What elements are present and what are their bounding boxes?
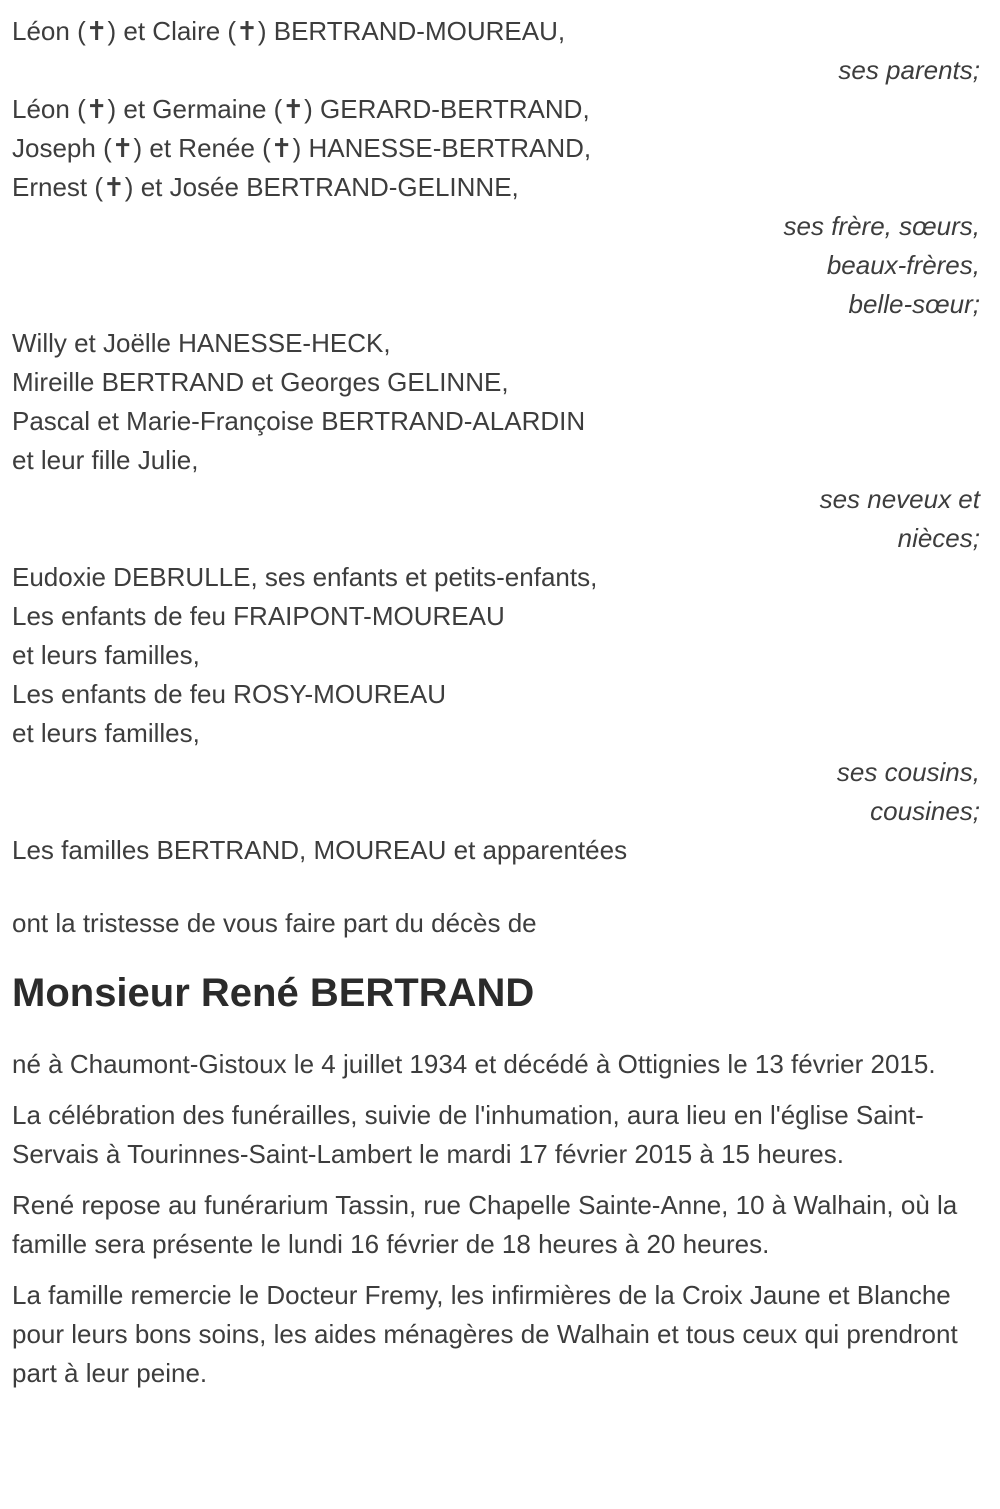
family-line: Les enfants de feu ROSY-MOUREAU bbox=[12, 679, 447, 709]
intro-text: ont la tristesse de vous faire part du décès de bbox=[12, 908, 537, 938]
relation-label: beaux-frères, bbox=[826, 250, 980, 280]
family-line: et leur fille Julie, bbox=[12, 445, 199, 475]
family-line: et leurs familles, bbox=[12, 640, 200, 670]
family-line: Joseph (✝) et Renée (✝) HANESSE-BERTRAND, bbox=[12, 133, 592, 163]
relation-label: ses parents; bbox=[838, 55, 980, 85]
family-group-nephews bbox=[12, 324, 980, 558]
family-line: Les familles BERTRAND, MOUREAU et apparentées bbox=[12, 835, 628, 865]
relation-label: belle-sœur; bbox=[848, 289, 980, 319]
family-line: Pascal et Marie-Françoise BERTRAND-ALARDIN bbox=[12, 406, 586, 436]
family-group-siblings bbox=[12, 90, 980, 324]
relation-label: ses frère, sœurs, bbox=[783, 211, 980, 241]
family-group-parents bbox=[12, 12, 980, 90]
relation-label: nièces; bbox=[897, 523, 980, 553]
relation-label: ses neveux et bbox=[819, 484, 980, 514]
family-line: Ernest (✝) et Josée BERTRAND-GELINNE, bbox=[12, 172, 519, 202]
family-line: Mireille BERTRAND et Georges GELINNE, bbox=[12, 367, 509, 397]
deceased-name: Monsieur René BERTRAND bbox=[12, 971, 535, 1015]
family-line: Léon (✝) et Claire (✝) BERTRAND-MOUREAU, bbox=[12, 16, 566, 46]
family-group-extended bbox=[12, 831, 980, 870]
family-group-cousins bbox=[12, 558, 980, 831]
relation-label: ses cousins, bbox=[836, 757, 980, 787]
announcement-paragraph-funeral: La célébration des funérailles, suivie de l'inhumation, aura lieu en l'église Saint-Servais à Tourinnes-Saint-Lambert le mardi 17 février 2015 à 15 heures. bbox=[12, 1100, 924, 1169]
announcement-paragraph-thanks: La famille remercie le Docteur Fremy, les infirmières de la Croix Jaune et Blanche pour leurs bons soins, les aides ménagères de Walhain et tous ceux qui prendront part à leur peine. bbox=[12, 1280, 958, 1388]
family-line: Les enfants de feu FRAIPONT-MOUREAU bbox=[12, 601, 505, 631]
family-line: Willy et Joëlle HANESSE-HECK, bbox=[12, 328, 391, 358]
announcement-paragraph-birth-death: né à Chaumont-Gistoux le 4 juillet 1934 et décédé à Ottignies le 13 février 2015. bbox=[12, 1049, 936, 1079]
announcement-paragraph-funerarium: René repose au funérarium Tassin, rue Chapelle Sainte-Anne, 10 à Walhain, où la famille sera présente le lundi 16 février de 18 heures à 20 heures. bbox=[12, 1190, 958, 1259]
relation-label: cousines; bbox=[870, 796, 980, 826]
family-line: Léon (✝) et Germaine (✝) GERARD-BERTRAND, bbox=[12, 94, 590, 124]
family-line: Eudoxie DEBRULLE, ses enfants et petits-enfants, bbox=[12, 562, 598, 592]
family-line: et leurs familles, bbox=[12, 718, 200, 748]
